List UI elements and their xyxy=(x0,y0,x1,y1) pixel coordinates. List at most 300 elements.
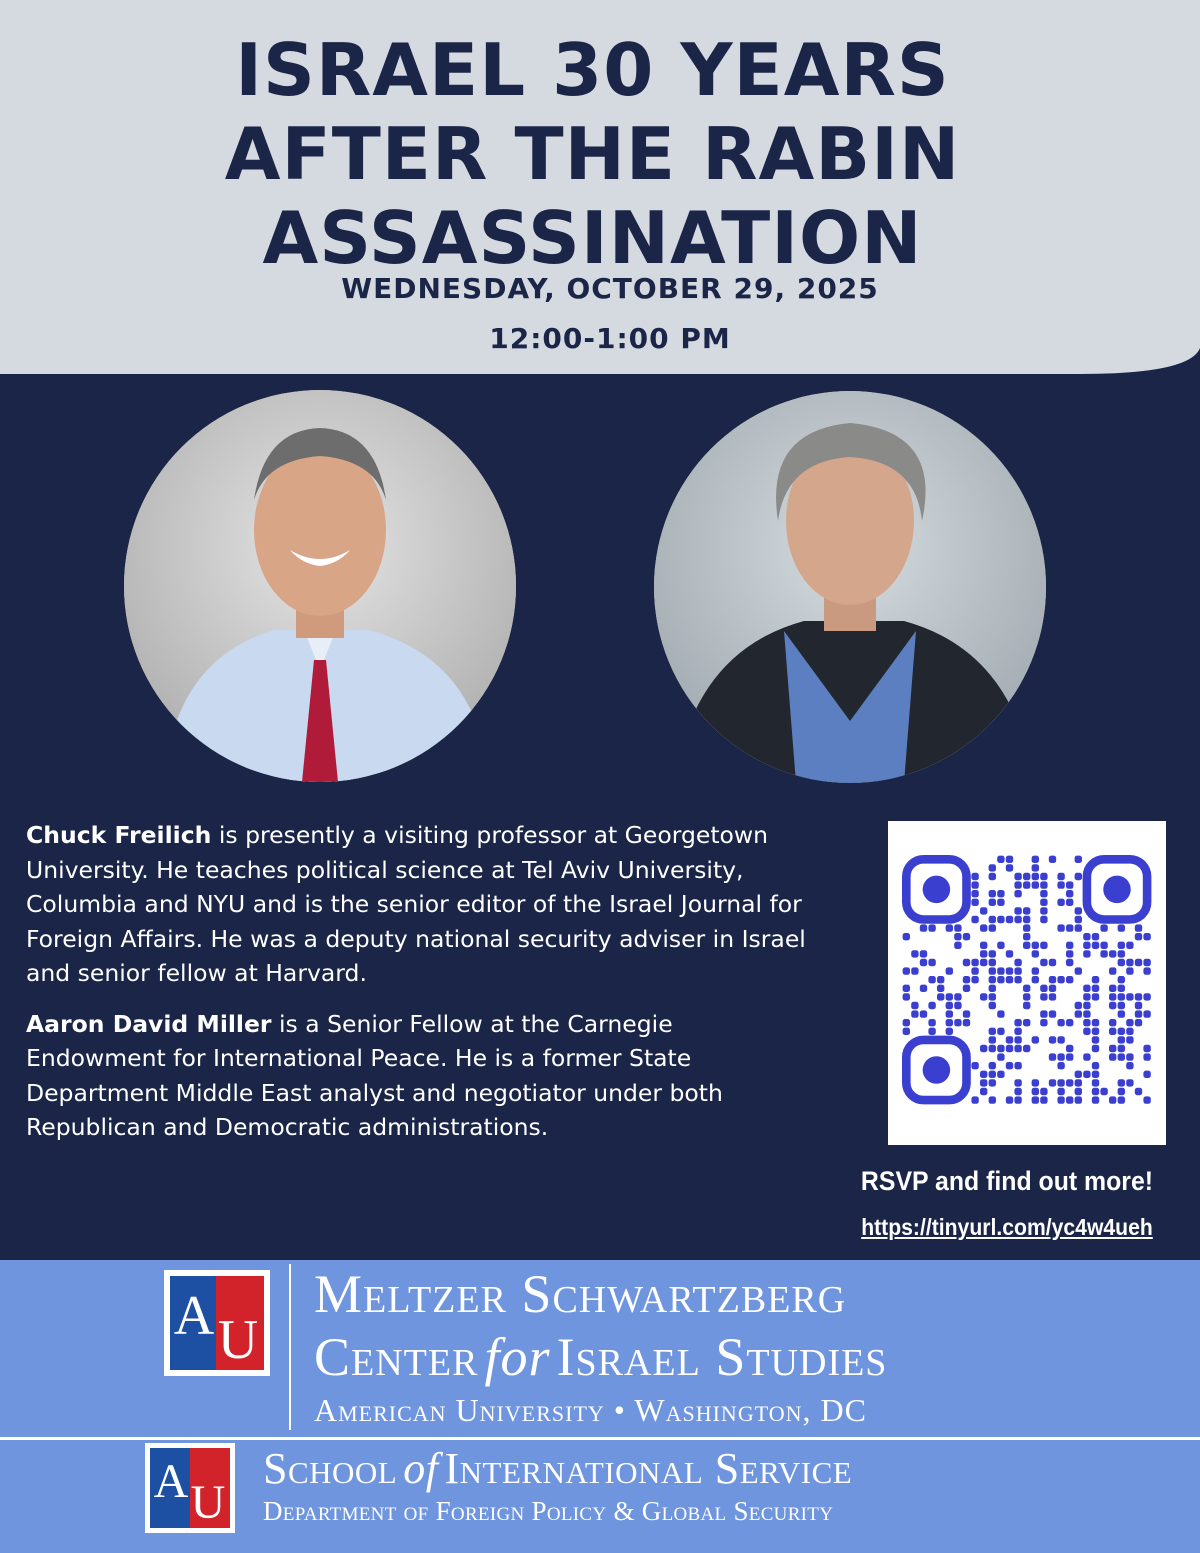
center-word: Center xyxy=(314,1327,479,1387)
event-date: WEDNESDAY, OCTOBER 29, 2025 xyxy=(341,272,879,305)
for-word: for xyxy=(484,1327,551,1387)
qr-module xyxy=(1083,942,1090,949)
school-word: School xyxy=(263,1444,398,1493)
qr-module xyxy=(1075,1071,1082,1078)
qr-module xyxy=(971,1096,978,1103)
qr-module xyxy=(1143,1096,1150,1103)
qr-module xyxy=(1014,1062,1021,1069)
qr-module xyxy=(1040,881,1047,888)
qr-module xyxy=(1100,924,1107,931)
qr-module xyxy=(989,993,996,1000)
qr-module xyxy=(1006,1036,1013,1043)
qr-module xyxy=(1066,976,1073,983)
qr-module xyxy=(971,881,978,888)
qr-module xyxy=(928,1028,935,1035)
qr-module xyxy=(1118,924,1125,931)
qr-module xyxy=(1066,1053,1073,1060)
rsvp-link[interactable]: https://tinyurl.com/yc4w4ueh xyxy=(861,1214,1153,1240)
qr-module xyxy=(1066,890,1073,897)
qr-module xyxy=(1023,873,1030,880)
qr-module xyxy=(971,976,978,983)
qr-module xyxy=(1057,1053,1064,1060)
qr-module xyxy=(1075,1088,1082,1095)
qr-module xyxy=(1126,1036,1133,1043)
qr-module xyxy=(1092,933,1099,940)
qr-module xyxy=(1057,1036,1064,1043)
qr-module xyxy=(1032,881,1039,888)
qr-module xyxy=(1014,873,1021,880)
qr-module xyxy=(1109,967,1116,974)
qr-module xyxy=(997,967,1004,974)
qr-module xyxy=(920,985,927,992)
qr-module xyxy=(1032,856,1039,863)
qr-module xyxy=(1118,976,1125,983)
qr-module xyxy=(1006,967,1013,974)
title-line-2: AFTER THE RABIN xyxy=(224,112,961,196)
qr-module xyxy=(1118,1045,1125,1052)
qr-module xyxy=(1066,959,1073,966)
title-line-3: ASSASSINATION xyxy=(262,196,923,280)
qr-module xyxy=(1118,985,1125,992)
qr-module xyxy=(1049,1036,1056,1043)
qr-module xyxy=(1023,993,1030,1000)
qr-module xyxy=(1118,959,1125,966)
qr-module xyxy=(920,924,927,931)
qr-module xyxy=(1066,942,1073,949)
qr-module xyxy=(997,1010,1004,1017)
qr-module xyxy=(1014,890,1021,897)
qr-module xyxy=(946,993,953,1000)
qr-module xyxy=(1006,1045,1013,1052)
qr-module xyxy=(997,1053,1004,1060)
qr-module xyxy=(1032,1036,1039,1043)
qr-module xyxy=(1135,1019,1142,1026)
qr-module xyxy=(1126,1079,1133,1086)
qr-module xyxy=(1143,967,1150,974)
qr-module xyxy=(1057,881,1064,888)
qr-module xyxy=(980,959,987,966)
qr-module xyxy=(997,942,1004,949)
qr-module xyxy=(1014,976,1021,983)
qr-module xyxy=(1014,1045,1021,1052)
qr-module xyxy=(1135,1088,1142,1095)
qr-module xyxy=(989,864,996,871)
qr-module xyxy=(928,1019,935,1026)
qr-code[interactable] xyxy=(888,821,1166,1145)
qr-module xyxy=(997,976,1004,983)
qr-module xyxy=(1135,959,1142,966)
qr-module xyxy=(980,942,987,949)
qr-module xyxy=(1049,856,1056,863)
qr-module xyxy=(1092,1096,1099,1103)
qr-finder-center xyxy=(923,1056,951,1084)
qr-module xyxy=(1083,985,1090,992)
qr-module xyxy=(1092,1079,1099,1086)
qr-module xyxy=(1083,1010,1090,1017)
qr-module xyxy=(971,873,978,880)
qr-module xyxy=(997,1028,1004,1035)
qr-module xyxy=(1066,1045,1073,1052)
qr-module xyxy=(937,976,944,983)
qr-module xyxy=(989,1028,996,1035)
qr-module xyxy=(1083,933,1090,940)
qr-module xyxy=(1126,959,1133,966)
qr-module xyxy=(1023,1019,1030,1026)
footer-horizontal-divider xyxy=(0,1437,1200,1440)
qr-module xyxy=(1049,1053,1056,1060)
qr-module xyxy=(1092,1019,1099,1026)
qr-module xyxy=(1049,976,1056,983)
svg-text:A: A xyxy=(173,1285,215,1347)
bio-miller xyxy=(26,1007,806,1145)
qr-module xyxy=(946,967,953,974)
qr-module xyxy=(1006,856,1013,863)
qr-module xyxy=(1109,1019,1116,1026)
qr-module xyxy=(1143,1071,1150,1078)
qr-module xyxy=(963,976,970,983)
qr-module xyxy=(1014,1096,1021,1103)
qr-module xyxy=(989,1096,996,1103)
qr-module xyxy=(1109,1096,1116,1103)
qr-module xyxy=(1066,1096,1073,1103)
qr-module xyxy=(1118,1096,1125,1103)
qr-module xyxy=(1040,1019,1047,1026)
qr-module xyxy=(928,1002,935,1009)
qr-module xyxy=(989,967,996,974)
qr-module xyxy=(1049,1010,1056,1017)
department-name: Department of Foreign Policy & Global Security xyxy=(263,1496,834,1526)
au-logo-icon xyxy=(164,1270,270,1376)
qr-module xyxy=(928,959,935,966)
qr-module xyxy=(1126,942,1133,949)
qr-module xyxy=(1083,1071,1090,1078)
qr-module xyxy=(920,1010,927,1017)
qr-module xyxy=(1143,1045,1150,1052)
qr-module xyxy=(1066,950,1073,957)
qr-module xyxy=(1126,1053,1133,1060)
footer-vertical-divider xyxy=(289,1264,291,1430)
qr-finder-center xyxy=(1103,876,1131,904)
qr-module xyxy=(1135,1010,1142,1017)
qr-module xyxy=(989,899,996,906)
qr-module xyxy=(1032,873,1039,880)
svg-text:U: U xyxy=(190,1476,226,1529)
qr-module xyxy=(1032,942,1039,949)
qr-module xyxy=(963,959,970,966)
qr-module xyxy=(1066,1079,1073,1086)
qr-module xyxy=(903,1028,910,1035)
qr-module xyxy=(903,967,910,974)
qr-module xyxy=(1118,993,1125,1000)
qr-module xyxy=(1040,1088,1047,1095)
qr-module xyxy=(1014,967,1021,974)
qr-module xyxy=(928,924,935,931)
svg-text:U: U xyxy=(217,1309,259,1371)
qr-module xyxy=(1040,959,1047,966)
qr-module xyxy=(1092,993,1099,1000)
speaker-photo-miller xyxy=(654,391,1046,783)
qr-module xyxy=(1092,985,1099,992)
qr-module xyxy=(920,959,927,966)
qr-module xyxy=(980,924,987,931)
qr-module xyxy=(903,985,910,992)
qr-module xyxy=(1118,950,1125,957)
center-name-line2 xyxy=(314,1326,887,1388)
qr-module xyxy=(1023,942,1030,949)
qr-module xyxy=(989,873,996,880)
qr-module xyxy=(911,950,918,957)
qr-module xyxy=(1057,1019,1064,1026)
rsvp-label: RSVP and find out more! xyxy=(860,1166,1154,1196)
qr-module xyxy=(1118,1053,1125,1060)
qr-module xyxy=(1126,1028,1133,1035)
qr-module xyxy=(1023,907,1030,914)
qr-module xyxy=(997,856,1004,863)
qr-module xyxy=(1006,1096,1013,1103)
qr-module xyxy=(1023,1002,1030,1009)
qr-module xyxy=(1040,993,1047,1000)
qr-module xyxy=(1014,1088,1021,1095)
qr-module xyxy=(1014,1079,1021,1086)
qr-module xyxy=(946,1019,953,1026)
qr-module xyxy=(1040,907,1047,914)
qr-module xyxy=(989,1079,996,1086)
qr-module xyxy=(980,907,987,914)
qr-module xyxy=(1066,1019,1073,1026)
qr-module xyxy=(920,950,927,957)
qr-module xyxy=(911,967,918,974)
qr-module xyxy=(1109,985,1116,992)
qr-module xyxy=(1014,959,1021,966)
qr-module xyxy=(1109,950,1116,957)
qr-module xyxy=(1040,899,1047,906)
qr-module xyxy=(1083,1019,1090,1026)
qr-module xyxy=(971,916,978,923)
qr-module xyxy=(980,1079,987,1086)
qr-module xyxy=(946,924,953,931)
qr-module xyxy=(989,1002,996,1009)
speaker-bios xyxy=(26,818,806,1161)
qr-module xyxy=(1135,993,1142,1000)
qr-module xyxy=(954,1019,961,1026)
qr-module xyxy=(1075,856,1082,863)
qr-module xyxy=(1075,1079,1082,1086)
qr-module xyxy=(1014,907,1021,914)
qr-module xyxy=(1032,950,1039,957)
qr-module xyxy=(989,1045,996,1052)
qr-module xyxy=(1006,864,1013,871)
qr-module xyxy=(971,899,978,906)
qr-module xyxy=(1049,959,1056,966)
qr-module xyxy=(989,976,996,983)
qr-module xyxy=(1100,942,1107,949)
event-time: 12:00-1:00 PM xyxy=(489,322,731,355)
qr-module xyxy=(1023,916,1030,923)
qr-module xyxy=(1118,1088,1125,1095)
qr-module xyxy=(1006,916,1013,923)
qr-module xyxy=(954,993,961,1000)
qr-module xyxy=(1075,967,1082,974)
qr-module xyxy=(1057,976,1064,983)
qr-module xyxy=(1057,899,1064,906)
qr-module xyxy=(1118,1010,1125,1017)
qr-module xyxy=(1057,1088,1064,1095)
qr-module xyxy=(1006,1062,1013,1069)
qr-module xyxy=(954,942,961,949)
speaker-name-miller: Aaron David Miller xyxy=(26,1009,272,1038)
qr-module xyxy=(997,916,1004,923)
qr-module xyxy=(997,890,1004,897)
qr-module xyxy=(1143,933,1150,940)
qr-module xyxy=(1057,924,1064,931)
qr-module xyxy=(1075,1002,1082,1009)
svg-text:A: A xyxy=(153,1455,189,1508)
qr-module xyxy=(1032,1079,1039,1086)
qr-module xyxy=(1092,1036,1099,1043)
qr-module xyxy=(980,1045,987,1052)
qr-module xyxy=(1143,1010,1150,1017)
qr-module xyxy=(997,1071,1004,1078)
qr-module xyxy=(963,1010,970,1017)
qr-module xyxy=(1032,976,1039,983)
qr-module xyxy=(1006,950,1013,957)
qr-module xyxy=(971,1062,978,1069)
qr-module xyxy=(1092,1062,1099,1069)
qr-module xyxy=(1049,993,1056,1000)
qr-code-image[interactable] xyxy=(888,821,1166,1145)
qr-module xyxy=(989,985,996,992)
qr-module xyxy=(928,976,935,983)
qr-module xyxy=(1109,993,1116,1000)
qr-module xyxy=(946,1028,953,1035)
qr-module xyxy=(1075,873,1082,880)
qr-module xyxy=(937,993,944,1000)
speaker-photo-freilich xyxy=(124,390,516,782)
qr-module xyxy=(1092,1028,1099,1035)
qr-module xyxy=(1092,942,1099,949)
qr-module xyxy=(1040,916,1047,923)
au-logo-small-icon xyxy=(145,1443,235,1533)
qr-module xyxy=(1126,1062,1133,1069)
qr-module xyxy=(903,993,910,1000)
qr-module xyxy=(1083,1002,1090,1009)
of-word: of xyxy=(403,1444,439,1493)
qr-module xyxy=(1083,1028,1090,1035)
qr-module xyxy=(1143,1053,1150,1060)
qr-module xyxy=(1135,1002,1142,1009)
school-name xyxy=(263,1443,852,1494)
qr-module xyxy=(989,890,996,897)
qr-module xyxy=(997,1045,1004,1052)
qr-module xyxy=(980,1088,987,1095)
qr-module xyxy=(971,967,978,974)
qr-module xyxy=(1092,1045,1099,1052)
qr-module xyxy=(1014,1036,1021,1043)
qr-module xyxy=(1014,881,1021,888)
qr-module xyxy=(954,924,961,931)
qr-module xyxy=(989,950,996,957)
israel-studies-word: Israel Studies xyxy=(556,1327,888,1387)
qr-module xyxy=(1118,1036,1125,1043)
qr-module xyxy=(1049,985,1056,992)
qr-module xyxy=(980,1071,987,1078)
qr-module xyxy=(1083,1053,1090,1060)
qr-module xyxy=(1040,942,1047,949)
qr-module xyxy=(989,1036,996,1043)
qr-module xyxy=(1109,1045,1116,1052)
qr-module xyxy=(1040,1096,1047,1103)
qr-module xyxy=(1014,916,1021,923)
qr-module xyxy=(1075,907,1082,914)
qr-module xyxy=(1040,890,1047,897)
qr-module xyxy=(1032,864,1039,871)
bio-text-freilich: is presently a visiting professor at Georgetown University. He teaches political science at Tel Aviv University, Columbia and NYU and is the senior editor of the Israel Journal for Foreign Affairs. He was a deputy national security adviser in Israel and senior fellow at Harvard. xyxy=(26,821,806,987)
event-title xyxy=(0,28,1185,280)
qr-module xyxy=(1075,924,1082,931)
qr-module xyxy=(1075,916,1082,923)
qr-module xyxy=(1118,1028,1125,1035)
qr-module xyxy=(997,899,1004,906)
qr-module xyxy=(1118,942,1125,949)
qr-module xyxy=(1023,881,1030,888)
qr-module xyxy=(989,959,996,966)
qr-module xyxy=(954,1002,961,1009)
qr-module xyxy=(1040,873,1047,880)
qr-module xyxy=(1023,985,1030,992)
qr-module xyxy=(1118,1002,1125,1009)
qr-module xyxy=(1092,976,1099,983)
qr-finder-center xyxy=(923,876,951,904)
qr-module xyxy=(946,1010,953,1017)
qr-module xyxy=(1118,1079,1125,1086)
qr-module xyxy=(937,985,944,992)
bio-text-miller: is a Senior Fellow at the Carnegie Endowment for International Peace. He is a former State Department Middle East analyst and negotiator under both Republican and Democratic administrations. xyxy=(26,1009,723,1141)
qr-module xyxy=(1100,1088,1107,1095)
qr-module xyxy=(980,950,987,957)
qr-module xyxy=(1143,959,1150,966)
qr-module xyxy=(1075,1010,1082,1017)
qr-module xyxy=(980,993,987,1000)
qr-module xyxy=(1109,1053,1116,1060)
qr-module xyxy=(1014,1028,1021,1035)
qr-module xyxy=(963,1019,970,1026)
qr-module xyxy=(1023,933,1030,940)
qr-module xyxy=(1083,993,1090,1000)
qr-module xyxy=(989,916,996,923)
qr-module xyxy=(1066,881,1073,888)
speaker-name-freilich: Chuck Freilich xyxy=(26,821,212,849)
international-service-word: International Service xyxy=(444,1444,853,1493)
qr-module xyxy=(911,1002,918,1009)
bio-freilich xyxy=(26,818,806,991)
qr-module xyxy=(946,1002,953,1009)
qr-module xyxy=(903,933,910,940)
qr-module xyxy=(1126,1019,1133,1026)
qr-module xyxy=(1040,985,1047,992)
qr-module xyxy=(1023,924,1030,931)
qr-module xyxy=(903,1019,910,1026)
title-line-1: ISRAEL 30 YEARS xyxy=(235,28,950,112)
qr-module xyxy=(1023,1045,1030,1052)
qr-module xyxy=(1066,899,1073,906)
qr-module xyxy=(971,959,978,966)
qr-module xyxy=(1006,976,1013,983)
qr-module xyxy=(1032,1088,1039,1095)
qr-module xyxy=(1143,993,1150,1000)
qr-module xyxy=(954,933,961,940)
qr-module xyxy=(1109,1028,1116,1035)
qr-module xyxy=(989,1071,996,1078)
